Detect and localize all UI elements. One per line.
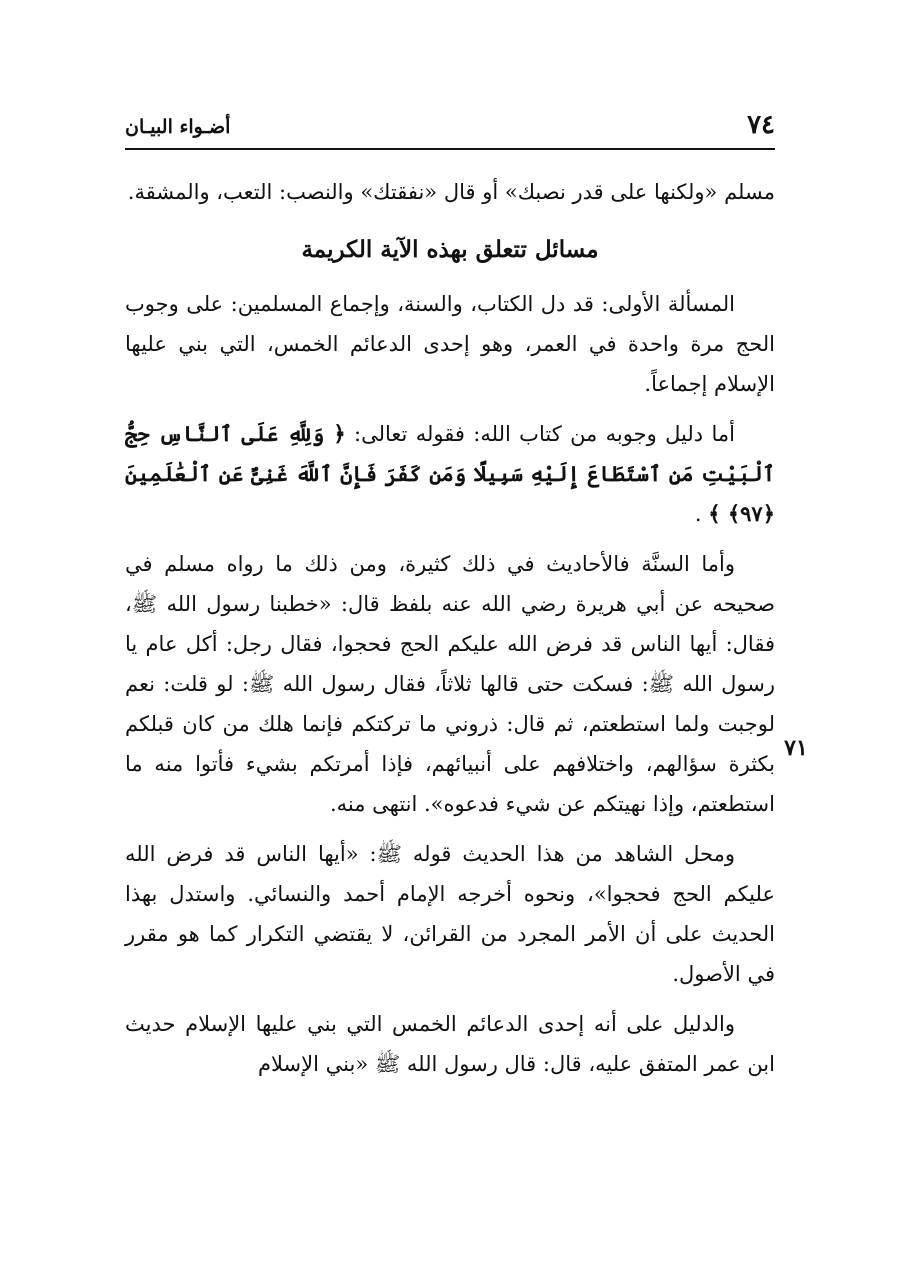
quran-verse: ﴿ وَلِلَّهِ عَلَى ٱلنَّاسِ حِجُّ ٱلْبَيْتِ مَنِ ٱسْتَطَاعَ إِلَيْهِ سَبِيلًا وَمَن كَفَرَ فَإِنَّ ٱللَّهَ غَنِىٌّ عَنِ ٱلْعَٰلَمِينَ ﴿٩٧﴾ ﴾ [125,421,775,526]
section-heading: مسائل تتعلق بهذه الآية الكريمة [301,236,599,263]
book-title: أضـواء البيـان [125,116,231,138]
quran-end: . [694,502,702,526]
paragraph-quran-evidence [125,414,775,534]
margin-reference-number: ٧١ [784,735,808,761]
page-number: ٧٤ [747,110,775,140]
body-text [125,172,775,1094]
quran-intro: أما دليل وجوبه من كتاب الله: فقوله تعالى: [354,422,735,446]
page-header [125,108,775,150]
paragraph-pillars-evidence: والدليل على أنه إحدى الدعائم الخمس التي بني عليها الإسلام حديث ابن عمر المتفق عليه، قال: قال رسول الله ﷺ «بني الإسلام [125,1012,775,1076]
paragraph-continuation: مسلم «ولكنها على قدر نصبك» أو قال «نفقتك» والنصب: التعب، والمشقة. [127,180,775,204]
paragraph-hadith-point: ومحل الشاهد من هذا الحديث قوله ﷺ: «أيها الناس قد فرض الله عليكم الحج فحجوا»، ونحوه أخرجه الإمام أحمد والنسائي. واستدل بهذا الحديث على أن الأمر المجرد من القرائن، لا يقتضي التكرار كما هو مقرر في الأصول. [125,842,775,986]
paragraph-first-issue: المسألة الأولى: قد دل الكتاب، والسنة، وإجماع المسلمين: على وجوب الحج مرة واحدة في العمر، وهو إحدى الدعائم الخمس، التي بني عليها الإسلام إجماعاً. [125,292,775,396]
paragraph-sunnah-evidence: وأما السنَّة فالأحاديث في ذلك كثيرة، ومن ذلك ما رواه مسلم في صحيحه عن أبي هريرة رضي الله عنه بلفظ قال: «خطبنا رسول الله ﷺ، فقال: أيها الناس قد فرض الله عليكم الحج فحجوا، فقال رجل: أكل عام يا رسول الله ﷺ: فسكت حتى قالها ثلاثاً، فقال رسول الله ﷺ: لو قلت: نعم لوجبت ولما استطعتم، ثم قال: ذروني ما تركتكم فإنما هلك من كان قبلكم بكثرة سؤالهم، واختلافهم على أنبيائهم، فإذا أمرتكم بشيء فأتوا منه ما استطعتم، وإذا نهيتكم عن شيء فدعوه». انتهى منه. [125,552,775,816]
